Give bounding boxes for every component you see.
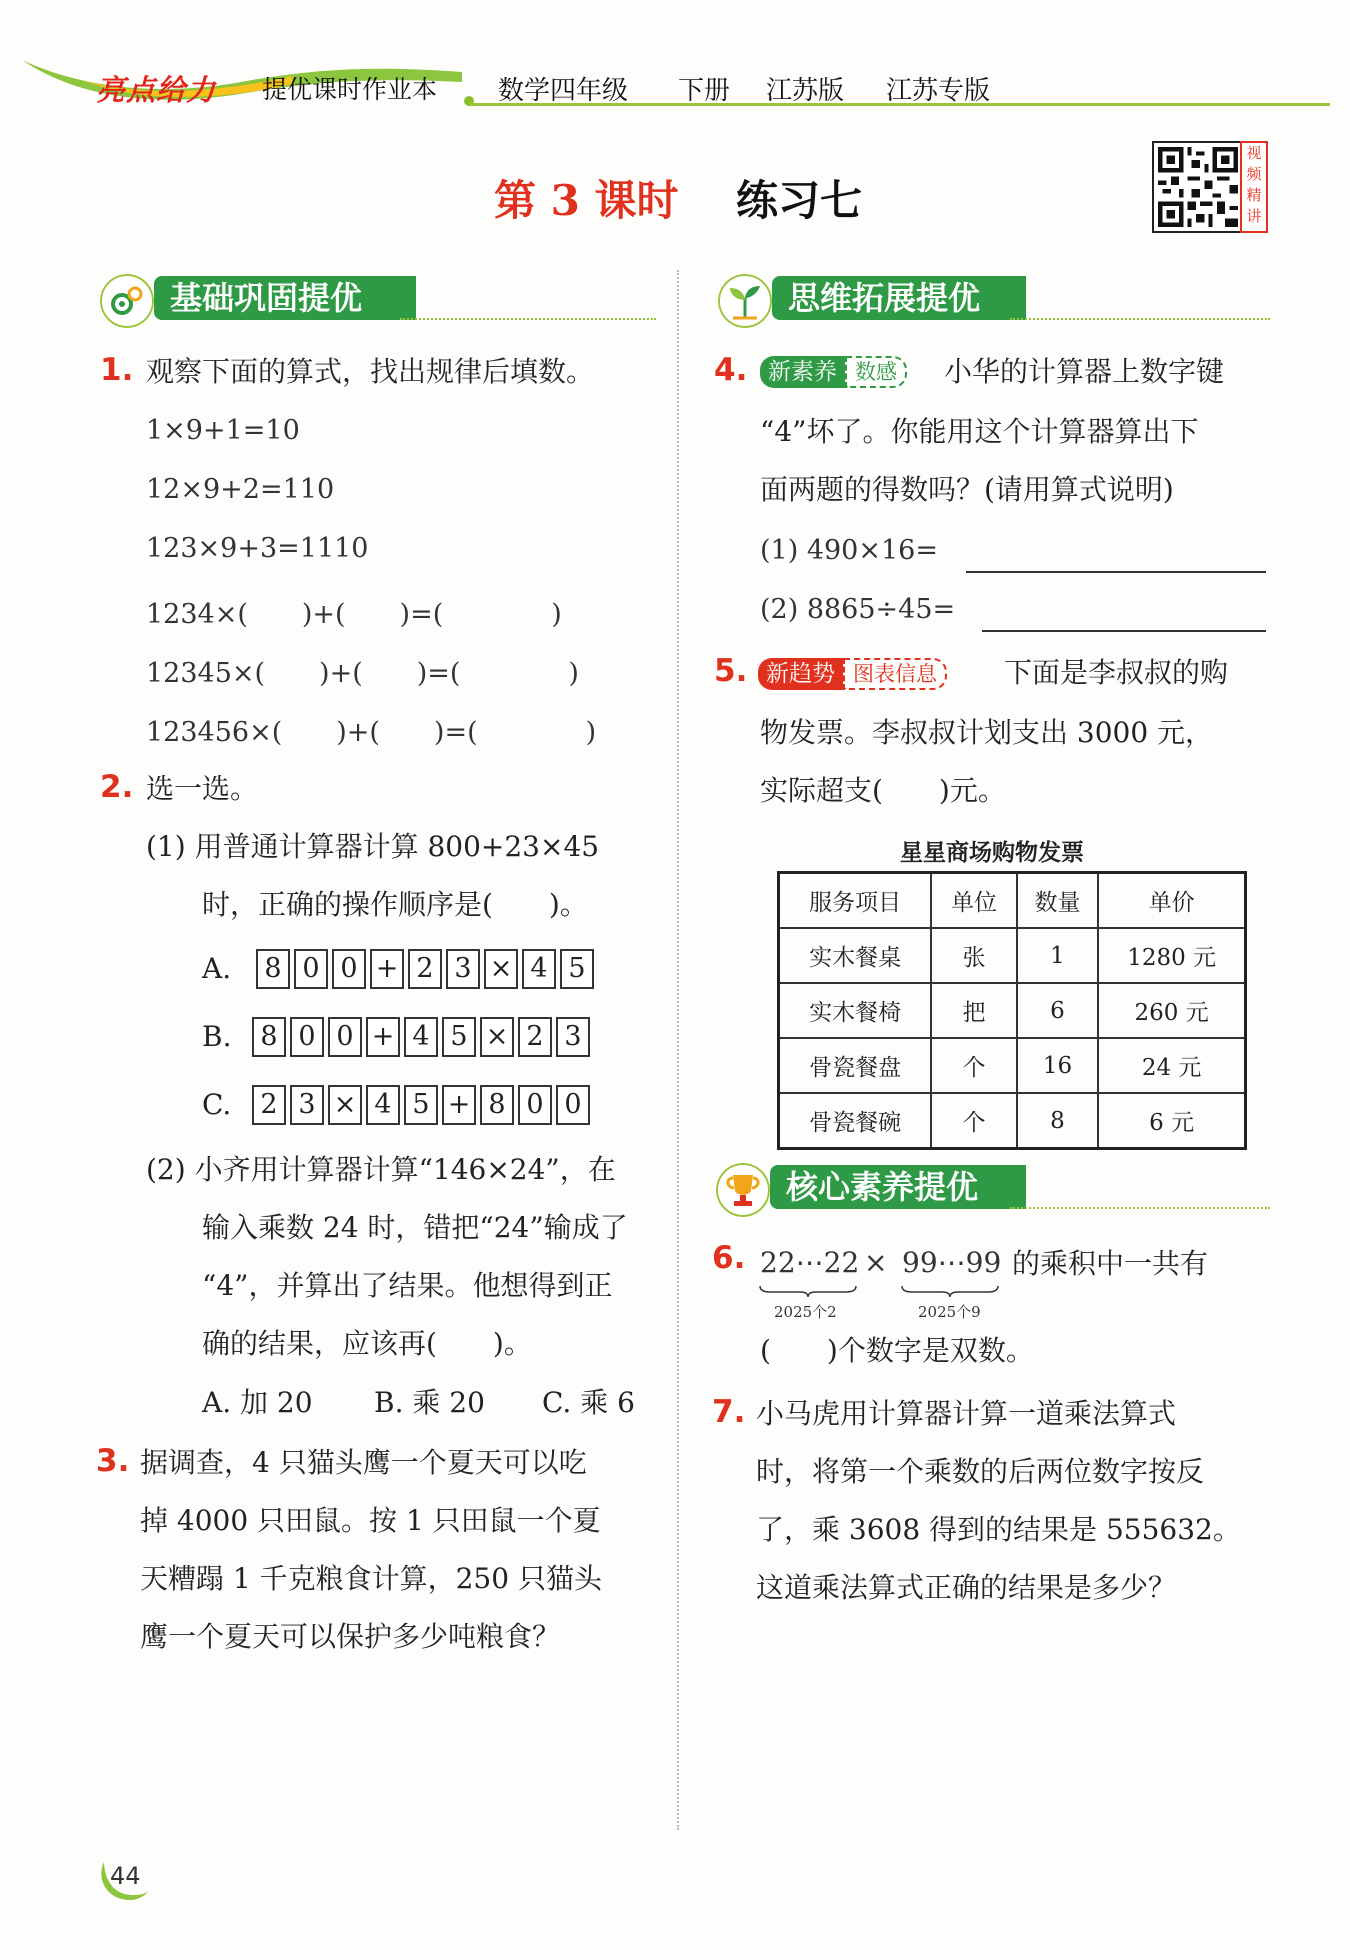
lesson-name: 练习七 xyxy=(736,176,863,225)
q4-item-2: (2) 8865÷45= xyxy=(760,594,956,625)
table-cell: 张 xyxy=(931,928,1016,983)
table-header-cell: 数量 xyxy=(1017,873,1099,929)
question-3-number: 3. xyxy=(96,1443,130,1479)
q7-line: 小马虎用计算器计算一道乘法算式 xyxy=(756,1397,1177,1430)
calc-key: + xyxy=(370,949,404,989)
volume: 下册 xyxy=(678,76,731,106)
video-tag-char: 精 xyxy=(1246,186,1262,204)
q1-line: 1×9+1=10 xyxy=(146,415,300,446)
q5-tag xyxy=(758,658,947,690)
q4-tag xyxy=(760,356,907,388)
calc-key: 8 xyxy=(252,1017,286,1057)
q6-factor-b: 99⋯99 xyxy=(902,1246,1002,1279)
table-cell: 个 xyxy=(931,1093,1016,1149)
table-row xyxy=(779,983,1246,1038)
q2-part2-line: 输入乘数 24 时，错把“24”输成了 xyxy=(202,1211,628,1244)
answer-line[interactable] xyxy=(982,630,1266,632)
table-cell: 把 xyxy=(931,983,1016,1038)
table-header-cell: 单价 xyxy=(1098,873,1245,929)
option-b-label[interactable]: B. xyxy=(202,1020,232,1053)
option-b-keys[interactable] xyxy=(252,1017,590,1057)
q6-count-a: 2025个2 xyxy=(774,1303,837,1321)
qr-code-icon[interactable] xyxy=(1152,141,1244,233)
q2-part2-line: (2) 小齐用计算器计算“146×24”，在 xyxy=(146,1153,616,1186)
q7-line: 了，乘 3608 得到的结果是 555632。 xyxy=(756,1513,1241,1546)
calc-key: 8 xyxy=(256,949,290,989)
q6-times: × xyxy=(864,1246,888,1279)
video-tag-char: 讲 xyxy=(1246,207,1262,225)
q1-line-blank[interactable]: 1234×( )+( )=( ) xyxy=(146,599,562,630)
receipt-title: 星星商场购物发票 xyxy=(900,840,1084,866)
option-a-keys[interactable] xyxy=(256,949,594,989)
column-divider xyxy=(677,270,679,1830)
table-cell: 6 元 xyxy=(1098,1093,1245,1149)
choice-c[interactable]: C. 乘 6 xyxy=(542,1386,635,1419)
q6-factor-a: 22⋯22 xyxy=(760,1246,860,1279)
q4-line: 小华的计算器上数字键 xyxy=(944,355,1225,388)
question-5-number: 5. xyxy=(714,653,748,689)
choice-b[interactable]: B. 乘 20 xyxy=(374,1386,485,1419)
option-c-label[interactable]: C. xyxy=(202,1088,232,1121)
series-name: 提优课时作业本 xyxy=(262,75,438,104)
table-cell: 1 xyxy=(1017,928,1099,983)
option-a-label[interactable]: A. xyxy=(202,952,232,985)
table-row xyxy=(779,928,1246,983)
trophy-icon xyxy=(716,1163,770,1217)
table-cell: 骨瓷餐碗 xyxy=(779,1093,932,1149)
section-basic: 基础巩固提优 xyxy=(154,276,416,320)
section-rule xyxy=(1010,1207,1270,1209)
q1-line: 123×9+3=1110 xyxy=(146,533,369,564)
calc-key: 2 xyxy=(408,949,442,989)
sprout-icon xyxy=(718,274,772,328)
table-cell: 6 xyxy=(1017,983,1099,1038)
q5-line[interactable]: 实际超支( )元。 xyxy=(760,774,1006,807)
table-cell: 24 元 xyxy=(1098,1038,1245,1093)
calc-key: 5 xyxy=(404,1085,438,1125)
q6-count-b: 2025个9 xyxy=(918,1303,981,1321)
calc-key: × xyxy=(328,1085,362,1125)
question-2-text: 选一选。 xyxy=(146,772,259,805)
choice-a[interactable]: A. 加 20 xyxy=(202,1386,313,1419)
q6-line2[interactable]: ( )个数字是双数。 xyxy=(760,1334,1034,1367)
q4-line: “4”坏了。你能用这个计算器算出下 xyxy=(760,415,1199,448)
q3-line: 天糟蹋 1 千克粮食计算，250 只猫头 xyxy=(140,1562,602,1595)
table-cell: 个 xyxy=(931,1038,1016,1093)
section-rule xyxy=(400,318,656,320)
q3-line: 鹰一个夏天可以保护多少吨粮食？ xyxy=(140,1620,561,1653)
option-c-keys[interactable] xyxy=(252,1085,590,1125)
calc-key: 4 xyxy=(522,949,556,989)
special-edition: 江苏专版 xyxy=(886,76,991,106)
q3-line: 据调查，4 只猫头鹰一个夏天可以吃 xyxy=(140,1446,587,1479)
table-header-cell: 服务项目 xyxy=(779,873,932,929)
video-tag-char: 视 xyxy=(1246,144,1262,162)
video-tag xyxy=(1240,141,1268,233)
calc-key: × xyxy=(484,949,518,989)
calc-key: 3 xyxy=(556,1017,590,1057)
table-row xyxy=(779,1038,1246,1093)
calc-key: + xyxy=(442,1085,476,1125)
question-4-number: 4. xyxy=(714,352,748,388)
table-cell: 1280 元 xyxy=(1098,928,1245,983)
brace-under-b xyxy=(900,1284,1000,1298)
q2-part1-line: (1) 用普通计算器计算 800+23×45 xyxy=(146,830,600,863)
calc-key: 4 xyxy=(366,1085,400,1125)
table-row xyxy=(779,1093,1246,1149)
calc-key: 5 xyxy=(560,949,594,989)
q5-line: 下面是李叔叔的购 xyxy=(1004,656,1229,689)
tag-chart-info: 图表信息 xyxy=(843,658,947,690)
brace-under-a xyxy=(758,1284,858,1298)
q2-part2-line: “4”，并算出了结果。他想得到正 xyxy=(202,1269,613,1302)
question-7-number: 7. xyxy=(712,1394,746,1430)
table-header-row xyxy=(779,873,1246,929)
section-rule xyxy=(1010,318,1270,320)
calc-key: 2 xyxy=(518,1017,552,1057)
calc-key: 0 xyxy=(328,1017,362,1057)
video-tag-char: 频 xyxy=(1246,165,1262,183)
q4-item-1: (1) 490×16= xyxy=(760,535,938,566)
q4-line: 面两题的得数吗？(请用算式说明) xyxy=(760,473,1174,506)
q7-line: 这道乘法算式正确的结果是多少？ xyxy=(756,1571,1177,1604)
calc-key: 0 xyxy=(556,1085,590,1125)
question-1-number: 1. xyxy=(100,352,134,388)
calc-key: 8 xyxy=(480,1085,514,1125)
calc-key: 0 xyxy=(290,1017,324,1057)
table-cell: 骨瓷餐盘 xyxy=(779,1038,932,1093)
q6-tail: 的乘积中一共有 xyxy=(1012,1247,1209,1280)
tag-number-sense: 数感 xyxy=(845,356,907,388)
calc-key: 5 xyxy=(442,1017,476,1057)
edition: 江苏版 xyxy=(766,76,845,106)
lesson-number: 第 3 课时 xyxy=(494,176,679,225)
calc-key: 0 xyxy=(332,949,366,989)
calc-key: 3 xyxy=(446,949,480,989)
calc-key: + xyxy=(366,1017,400,1057)
q1-line-blank[interactable]: 12345×( )+( )=( ) xyxy=(146,658,579,689)
page-number: 44 xyxy=(110,1862,141,1890)
q1-line: 12×9+2=110 xyxy=(146,474,335,505)
calc-key: 4 xyxy=(404,1017,438,1057)
section-core: 核心素养提优 xyxy=(770,1165,1026,1209)
receipt-table xyxy=(777,871,1247,1150)
table-cell: 实木餐桌 xyxy=(779,928,932,983)
calc-key: 0 xyxy=(294,949,328,989)
table-cell: 实木餐椅 xyxy=(779,983,932,1038)
q1-line-blank[interactable]: 123456×( )+( )=( ) xyxy=(146,717,597,748)
calc-key: × xyxy=(480,1017,514,1057)
table-cell: 16 xyxy=(1017,1038,1099,1093)
brand-name: 亮点给力 xyxy=(96,73,217,107)
tag-new-trend: 新趋势 xyxy=(758,658,843,690)
q2-part1-line[interactable]: 时，正确的操作顺序是( )。 xyxy=(202,888,588,921)
tag-new-literacy: 新素养 xyxy=(760,356,845,388)
section-thinking: 思维拓展提优 xyxy=(772,276,1026,320)
answer-line[interactable] xyxy=(966,571,1266,573)
table-cell: 260 元 xyxy=(1098,983,1245,1038)
calc-key: 2 xyxy=(252,1085,286,1125)
question-6-number: 6. xyxy=(712,1240,746,1276)
calc-key: 3 xyxy=(290,1085,324,1125)
table-cell: 8 xyxy=(1017,1093,1099,1149)
q5-line: 物发票。李叔叔计划支出 3000 元， xyxy=(760,716,1214,749)
q3-line: 掉 4000 只田鼠。按 1 只田鼠一个夏 xyxy=(140,1504,601,1537)
calc-key: 0 xyxy=(518,1085,552,1125)
subject-grade: 数学四年级 xyxy=(498,76,629,106)
q7-line: 时，将第一个乘数的后两位数字按反 xyxy=(756,1455,1205,1488)
question-1-text: 观察下面的算式，找出规律后填数。 xyxy=(146,355,595,388)
question-2-number: 2. xyxy=(100,769,134,805)
table-header-cell: 单位 xyxy=(931,873,1016,929)
q2-part2-line[interactable]: 确的结果，应该再( )。 xyxy=(202,1327,532,1360)
gear-icon xyxy=(100,274,154,328)
